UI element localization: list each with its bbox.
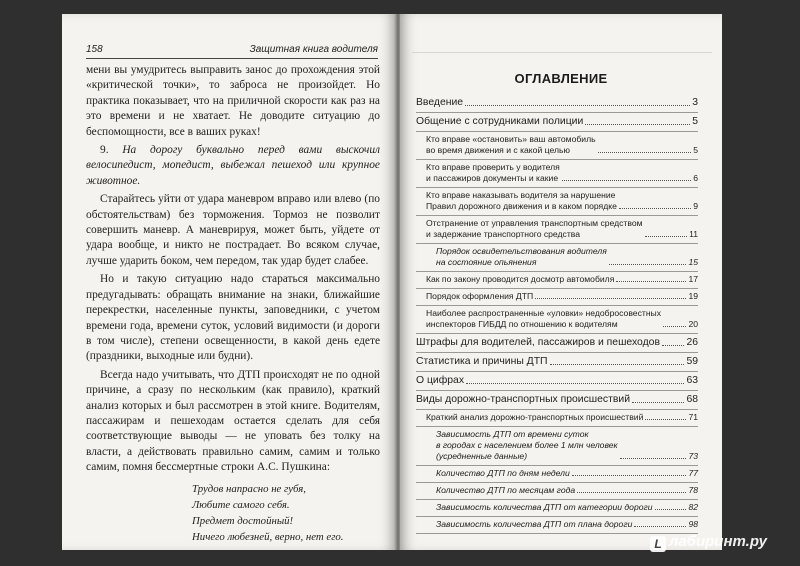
toc-entry [416, 353, 698, 372]
toc-entry [416, 244, 698, 272]
toc-leader-dots [655, 509, 687, 510]
toc-leader-dots [645, 236, 688, 237]
toc-leader-dots [616, 281, 686, 282]
toc-entry-page: 77 [688, 468, 698, 478]
toc-entry [416, 391, 698, 410]
toc-heading: ОГЛАВЛЕНИЕ [514, 71, 608, 86]
toc-entry-page: 59 [686, 356, 698, 367]
toc-entry-page: 5 [693, 145, 698, 155]
situation-number: 9. [100, 144, 109, 157]
paragraph: Всегда надо учитывать, что ДТП происходят не по одной причине, а сразу по нескольким (как правило), краткий анализ которых и был рассмотрен в этой книге. Водителям, пассажирам и пешеходам остается сделать для себя соответствующие выводы — не уповать без толку на власти, а действовать правильно самим, самим и только самим, помня бессмертные строки А.С. Пушкина: [86, 368, 380, 474]
toc-leader-dots [466, 383, 684, 384]
labirint-logo-icon: L [650, 536, 666, 552]
toc-entry-title: Кто вправе проверить у водителя и пассажиров документы и какие [426, 162, 560, 183]
body-text [86, 63, 380, 545]
toc-entry-title: Количество ДТП по дням недели [436, 468, 570, 478]
left-page [62, 14, 396, 550]
toc-entry-title: Виды дорожно-транспортных происшествий [416, 394, 630, 405]
toc-entry [416, 113, 698, 132]
toc-leader-dots [620, 458, 687, 459]
toc-leader-dots [662, 345, 684, 346]
toc-leader-dots [465, 105, 690, 106]
poem-line: Любите самого себя. [192, 498, 290, 511]
toc-leader-dots [634, 526, 686, 527]
toc-leader-dots [585, 124, 690, 125]
poem-line: Ничего любезней, верно, нет его. [192, 530, 344, 543]
toc-entry-page: 6 [693, 173, 698, 183]
toc-entry-title: Введение [416, 97, 464, 108]
page-number: 158 [86, 44, 103, 55]
numbered-situation [86, 143, 380, 189]
table-of-contents [416, 94, 698, 534]
toc-entry-title: Статистика и причины ДТП [416, 356, 548, 367]
toc-entry [416, 466, 698, 483]
toc-leader-dots [598, 152, 692, 153]
toc-entry [416, 188, 698, 216]
toc-entry-title: Кто вправе наказывать водителя за нарушение Правил дорожного движения и в каком порядке [426, 190, 617, 211]
toc-leader-dots [562, 180, 691, 181]
toc-leader-dots [632, 402, 684, 403]
toc-entry [416, 427, 698, 466]
toc-entry-title: О цифрах [416, 375, 465, 386]
toc-entry-title: Отстранение от управления транспортным средством и задержание транспортного средства [426, 218, 643, 239]
running-title: Защитная книга водителя [249, 44, 378, 55]
toc-entry [416, 160, 698, 188]
toc-entry-page: 19 [688, 291, 698, 301]
toc-leader-dots [609, 264, 687, 265]
toc-entry [416, 216, 698, 244]
situation-text: На дорогу буквально перед вами выскочил велосипедист, мопедист, выбежал пешеход или крупное животное. [86, 144, 380, 187]
poem-line: Предмет достойный! [192, 514, 294, 527]
toc-leader-dots [550, 364, 685, 365]
watermark-text: лабиринт.ру [669, 533, 767, 550]
toc-entry-page: 5 [692, 116, 698, 127]
toc-entry [416, 272, 698, 289]
toc-leader-dots [572, 475, 687, 476]
paragraph: мени вы умудритесь выправить занос до прохождения этой «критической точки», то заброса не произойдет. Но практика показывает, что на приличной скорости как раз на это времени и не хватает. Не доводите ситуацию до беспомощности, все в ваших руках! [86, 64, 380, 138]
toc-entry-title: Общение с сотрудниками полиции [416, 116, 584, 127]
bleed-through-rule [412, 52, 712, 63]
toc-entry [416, 132, 698, 160]
toc-entry [416, 306, 698, 334]
toc-entry [416, 289, 698, 306]
toc-entry [416, 334, 698, 353]
toc-entry-title: Штрафы для водителей, пассажиров и пешеходов [416, 337, 660, 348]
toc-leader-dots [577, 492, 686, 493]
running-header [86, 44, 378, 59]
toc-entry-title: Порядок оформления ДТП [426, 291, 534, 301]
toc-entry-title: Кто вправе «остановить» ваш автомобиль во время движения и с какой целью [426, 134, 596, 155]
toc-entry-page: 73 [688, 451, 698, 461]
toc-entry-page: 98 [688, 519, 698, 529]
toc-entry-title: Зависимость количества ДТП от плана дороги [436, 519, 633, 529]
toc-entry [416, 372, 698, 391]
toc-leader-dots [645, 419, 686, 420]
toc-entry-title: Наиболее распространенные «уловки» недобросовестных инспекторов ГИБДД по отношению к водителям [426, 308, 662, 329]
toc-entry-title: Краткий анализ дорожно-транспортных происшествий [426, 412, 644, 422]
toc-entry-title: Как по закону проводится досмотр автомобиля [426, 274, 615, 284]
paragraph: Но и такую ситуацию надо стараться максимально предугадывать: обращать внимание на знаки, ближайшие перекрестки, населенные пункты, заповедники, с учетом времени года, времени суток, условий видимости (и дороги в том числе), степени освещенности, в какой день едете (праздники, выходные или будни). [86, 273, 380, 363]
poem-line: Трудов напрасно не губя, [192, 482, 306, 495]
toc-entry [416, 500, 698, 517]
toc-leader-dots [535, 298, 686, 299]
toc-entry-title: Порядок освидетельствования водителя на состояние опьянения [436, 246, 607, 267]
toc-entry-page: 63 [686, 375, 698, 386]
toc-entry-title: Количество ДТП по месяцам года [436, 485, 576, 495]
poem-quote [192, 481, 380, 545]
toc-entry-page: 82 [688, 502, 698, 512]
toc-entry [416, 410, 698, 427]
toc-entry [416, 94, 698, 113]
site-watermark [650, 533, 767, 552]
toc-entry-page: 11 [689, 229, 698, 239]
toc-entry-page: 68 [686, 394, 698, 405]
toc-leader-dots [663, 326, 686, 327]
toc-entry-title: Зависимость количества ДТП от категории дороги [436, 502, 653, 512]
toc-entry [416, 483, 698, 500]
toc-entry-page: 15 [688, 257, 698, 267]
right-page [400, 14, 722, 550]
toc-entry [416, 517, 698, 534]
toc-entry-page: 3 [692, 97, 698, 108]
toc-entry-page: 20 [688, 319, 698, 329]
toc-entry-page: 17 [688, 274, 698, 284]
toc-entry-page: 78 [688, 485, 698, 495]
toc-entry-page: 9 [693, 201, 698, 211]
paragraph: Старайтесь уйти от удара маневром вправо или влево (по обстоятельствам) без торможения. Тормоз не позволит совершить маневр. А маневрируя, может быть, уйдете от удара вообще, и никто не пострадает. Во всяком случае, лучше ударить боком, чем передом, так удар будет слабее. [86, 193, 380, 267]
toc-entry-page: 71 [688, 412, 698, 422]
toc-leader-dots [619, 208, 691, 209]
toc-entry-title: Зависимость ДТП от времени суток в городах с населением более 1 млн человек (усредненные данные) [436, 429, 618, 461]
toc-entry-page: 26 [686, 337, 698, 348]
